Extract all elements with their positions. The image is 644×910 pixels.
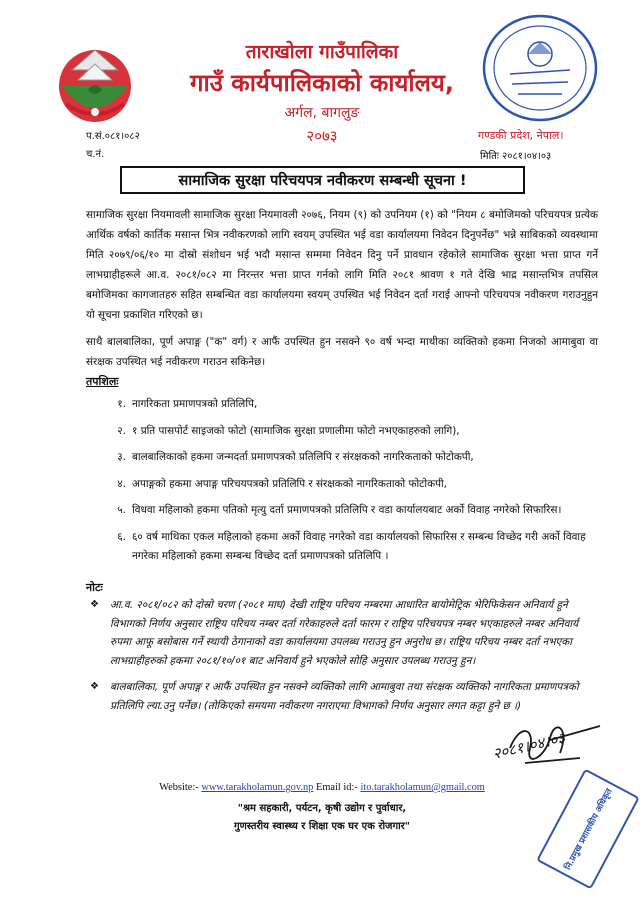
slogan-line-2: गुणस्तरीय स्वास्थ्य र शिक्षा एक घर एक रोजगार" bbox=[234, 821, 410, 832]
list-item bbox=[86, 475, 598, 495]
list-number: १. bbox=[117, 398, 126, 410]
office-name: गाउँ कार्यपालिकाको कार्यालय, bbox=[190, 69, 454, 97]
signature-date: २०८१।०४।०३ bbox=[490, 728, 567, 764]
reference-number: प.सं.०८१।०८२ bbox=[86, 131, 140, 142]
list-item bbox=[86, 395, 598, 415]
diamond-bullet-icon: ❖ bbox=[90, 681, 99, 692]
list-item bbox=[86, 501, 598, 521]
list-item bbox=[86, 422, 598, 442]
website-link[interactable]: www.tarakholamun.gov.np bbox=[201, 782, 314, 793]
website-label: Website:- bbox=[159, 782, 199, 793]
note-item bbox=[90, 596, 598, 670]
list-text: विधवा महिलाको हकमा पतिको मृत्यु दर्ता प्रमाणपत्रको प्रतिलिपि र वडा कार्यालयबाट अर्को विवाह नगरेको सिफारिस। bbox=[132, 504, 562, 516]
list-text: १ प्रति पासपोर्ट साइजको फोटो (सामाजिक सुरक्षा प्रणालीमा फोटो नभएकाहरुको लागि), bbox=[132, 424, 460, 437]
notice-paragraph-1: सामाजिक सुरक्षा नियमावली सामाजिक सुरक्षा नियमावली २०७६, नियम (९) को उपनियम (१) को "नियम ८ बमोजिमको परिचयपत्र प्रत्येक आर्थिक वर्षको कार्तिक मसान्त भित्र नवीकरणको लागि स्वयम् उपस्थित भई वडा कार्यालयमा निवेदन दिनुपर्नेछ" भन्ने साबिकको व्यवस्थामा मिति २०७९/०६/१० मा दोस्रो संशोधन भई भदौ मसान्त सम्ममा निवेदन दिनु पर्ने प्रावधान रहेकोले सामाजिक सुरक्षा भत्ता प्राप्त गर्ने लाभग्राहीहरूले आ.व. २०८१/०८२ मा निरन्तर भत्ता प्राप्त गर्नको लागि मिति २०८१ श्रावण १ गते देखि भाद्र मसान्तभित्र तपसिल बमोजिमका कागजातहरु सहित सम्बन्धित वडा कार्यालयमा स्वयम् उपस्थित भई निवेदन दर्ता गराई आफ्नो परिचयपत्र नवीकरण गराउनुहुन यो सूचना प्रकाशित गरिएको छ। bbox=[86, 209, 598, 321]
list-item bbox=[86, 448, 598, 468]
dispatch-number: च.नं. bbox=[86, 149, 105, 160]
email-label: Email id:- bbox=[315, 782, 358, 793]
officer-stamp-text: नि.प्रमुख प्रशासकीय अधिकृत bbox=[562, 786, 615, 872]
list-text: नागरिकता प्रमाणपत्रको प्रतिलिपि, bbox=[132, 398, 258, 410]
note-item bbox=[90, 678, 598, 715]
notice-paragraph-2: साथै बालबालिका, पूर्ण अपाङ्ग ("क" वर्ग) र आफैं उपस्थित हुन नसक्ने ९० वर्ष भन्दा माथीका व्यक्तिको हकमा निजको आमाबुवा वा संरक्षक उपस्थित भई नवीकरण गराउन सकिनेछ। bbox=[86, 336, 598, 368]
office-address: अर्गल, बागलुङ bbox=[284, 105, 360, 121]
email-link[interactable]: ito.tarakholamun@gmail.com bbox=[360, 782, 485, 793]
document-list bbox=[86, 395, 598, 574]
list-text: ६० वर्ष माथिका एकल महिलाको हकमा अर्को विवाह नगरेको वडा कार्यालयको सिफारिस र सम्बन्ध विच्छेद गरी अर्को विवाह नगरेका महिलाको हकमा सम्बन्ध विच्छेद दर्ता प्रमाणपत्रको प्रतिलिपि । bbox=[132, 530, 586, 562]
contact-line bbox=[0, 782, 644, 793]
list-number: ३. bbox=[117, 451, 126, 463]
municipality-name: ताराखोला गाउँपालिका bbox=[245, 41, 399, 63]
list-text: बालबालिकाको हकमा जन्मदर्ता प्रमाणपत्रको प्रतिलिपि र संरक्षकको नागरिकताको फोटोकपी, bbox=[132, 451, 474, 463]
established-year: २०७३ bbox=[306, 127, 338, 145]
note-heading: नोटः bbox=[86, 581, 103, 594]
notice-date: मितिः २०८१।०४।०३ bbox=[480, 151, 552, 162]
province-label: गण्डकी प्रदेश, नेपाल। bbox=[478, 129, 564, 142]
list-number: ४. bbox=[117, 477, 126, 490]
note-text: आ.व. २०८१/०८२ को दोस्रो चरण (२०८१ माघ) देखी राष्ट्रिय परिचय नम्बरमा आधारित बायोमेट्रिक भेरिफिकेसन अनिवार्य हुने विभागको निर्णय अनुसार राष्ट्रिय परिचय नम्बर दर्ता गरेकाहरुले दर्ता फारम र राष्ट्रिय परिचयपत्र नम्बर भएकाहरुले नम्बर अनिवार्य रुपमा आफू बसोबास गर्ने स्थायी ठेगानाको वडा कार्यालयमा उपलब्ध गराउनु हुन अनुरोध छ। राष्ट्रिय परिचय नम्बर दर्ता नभएका लाभग्राहीहरुको हकमा २०८१/१०/०१ बाट अनिवार्य हुने भएकोले सोहि अनुसार उपलब्ध गराउनु हुन। bbox=[110, 599, 579, 667]
list-item bbox=[86, 528, 598, 567]
list-number: २. bbox=[117, 424, 126, 437]
slogan-line-1: "श्रम सहकारी, पर्यटन, कृषी उद्योग र पुर्वाधार, bbox=[237, 803, 407, 814]
tapsil-heading: तपशिलः bbox=[86, 375, 119, 388]
list-number: ६. bbox=[117, 530, 126, 543]
list-text: अपाङ्गको हकमा अपाङ्ग परिचयपत्रको प्रतिलिपि र संरक्षकको नागरिकताको फोटोकपी, bbox=[132, 477, 447, 490]
diamond-bullet-icon: ❖ bbox=[90, 599, 99, 610]
notes-list bbox=[90, 596, 598, 723]
note-text: बालबालिका, पूर्ण अपाङ्ग र आफैं उपस्थित हुन नसक्ने व्यक्तिको लागि आमाबुवा तथा संरक्षक व्यक्तिको नागरिकता प्रमाणपत्रको प्रतिलिपि ल्या.उनु पर्नेछ। (तोकिएको समयमा नवीकरण नगराएमा विभागको निर्णय अनुसार लगत कट्टा हुने छ ।) bbox=[110, 681, 579, 712]
list-number: ५. bbox=[117, 504, 126, 516]
notice-title: सामाजिक सुरक्षा परिचयपत्र नवीकरण सम्बन्धी सूचना ! bbox=[120, 166, 525, 194]
